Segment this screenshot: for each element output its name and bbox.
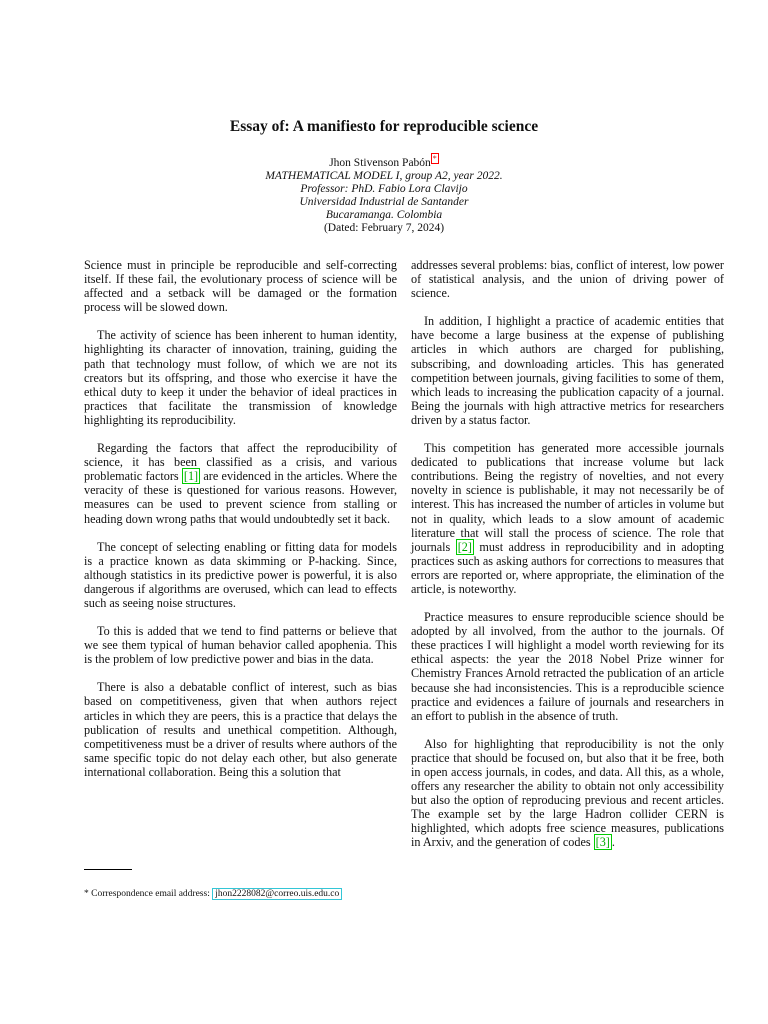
- paragraph-text: Also for highlighting that reproducibility is not the only practice that should be focused on, but also that it be free, both in open access journals, in codes, and data. All this, as a whole, offers any researcher the ability to obtain not only accessibility but also the option of reproducing previous and recent articles. The example set by the large Hadron collider CERN is highlighted, which adopts free science measures, publications in Arxiv, and the generation of codes: [411, 736, 724, 850]
- date-line: (Dated: February 7, 2024): [323, 221, 445, 234]
- left-column: [84, 258, 397, 793]
- paragraph: Science must in principle be reproducible and self-correcting itself. If these fail, the evolutionary process of science will be affected and a setback will be damaged or the formation process will be slowed down.: [84, 258, 397, 315]
- university-line: Universidad Industrial de Santander: [299, 195, 469, 208]
- paragraph-text: must address in reproducibility and in adopting practices such as asking authors for corrections to measures that errors are reported or, where appropriate, the elimination of the article, is noteworthy.: [411, 539, 724, 596]
- footnote-rule: [84, 869, 132, 870]
- paragraph: The concept of selecting enabling or fitting data for models is a practice known as data skimming or P-hacking. Since, although statistics in its predictive power is powerful, it is also dangerous if algorithms are overused, which can lead to effects such as seeing noise structures.: [84, 539, 397, 610]
- footnote-mark: *: [84, 889, 89, 899]
- paragraph-text: Regarding the factors that affect the reproducibility of science, it has been classified as a crisis, and various problematic factors: [84, 441, 397, 484]
- course-line: MATHEMATICAL MODEL I, group A2, year 2022.: [265, 169, 503, 182]
- paragraph: To this is added that we tend to find patterns or believe that we see them typical of human behavior called apophenia. This is the problem of low predictive power and bias in the data.: [84, 624, 397, 667]
- author-name: Jhon Stivenson Pabón: [329, 156, 431, 169]
- paragraph: There is also a debatable conflict of interest, such as bias based on competitiveness, given that when authors reject articles in which they are peers, this is a practice that delays the publication of results and unethical competition. Although, competitiveness must be a driver of results where authors of the same specific topic do not delay each other, but also generate international collaboration. Being this a solution that: [84, 680, 397, 779]
- footnote: [84, 889, 342, 900]
- paragraph: In addition, I highlight a practice of academic entities that have become a large business at the expense of publishing articles in which authors are charged for publishing, subscribing, and downloading articles. This has generated competition between journals, giving facilities to some of them, which leads to increasing the publication capacity of a journal. Being the journals with high attractive metrics for researchers driven by a status factor.: [411, 314, 724, 427]
- citation-link[interactable]: [2]: [457, 539, 472, 554]
- citation-link[interactable]: [1]: [183, 469, 199, 484]
- location-line: Bucaramanga. Colombia: [325, 208, 443, 221]
- email-link[interactable]: jhon2228082@correo.uis.edu.co: [212, 888, 342, 900]
- paragraph: [411, 441, 724, 596]
- footnote-label: Correspondence email address:: [91, 889, 210, 899]
- author-block: [0, 152, 768, 235]
- professor-line: Professor: PhD. Fabio Lora Clavijo: [300, 182, 468, 195]
- paragraph-text: This competition has generated more accessible journals dedicated to publications that increase volume but lack contributions. Being the registry of novelties, and not every novelty in science is publishable, it may not necessarily be of interest. This has increased the number of articles in volume but not in quality, which leads to a slow amount of academic literature that will stall the process of science. The role that journals: [411, 441, 724, 554]
- paragraph: [84, 441, 397, 526]
- right-column: [411, 258, 724, 864]
- footnote-link[interactable]: *: [432, 154, 437, 163]
- paper-title: Essay of: A manifiesto for reproducible science: [229, 118, 539, 135]
- paragraph-text: are evidenced in the articles. Where the veracity of these is questioned for various reasons. However, measures can be used to prevent science from stalling or heading down wrong paths that would undoubtedly set it back.: [84, 469, 397, 526]
- author-line: [0, 152, 768, 170]
- citation-link[interactable]: [3]: [595, 835, 610, 850]
- paragraph-text: .: [611, 835, 615, 850]
- paragraph: Practice measures to ensure reproducible science should be adopted by all involved, from the author to the journals. Of these practices I will highlight a model worth reviewing for its ethical aspects: the year the 2018 Nobel Prize winner for Chemistry Frances Arnold retracted the publication of an article because she had inconsistencies. This is a reproducible science practice and evidences a failure of journals and researchers in an effort to publish in the absence of truth.: [411, 610, 724, 723]
- paragraph: addresses several problems: bias, conflict of interest, low power of statistical analysis, and the union of driving power of science.: [411, 258, 724, 301]
- paragraph: The activity of science has been inherent to human identity, highlighting its character of innovation, training, guiding the path that technology must follow, of which we are not its creators but its offspring, and those who exercise it have the ethical duty to keep it under the behavior of ideal practices in practices that facilitate the transmission of knowledge highlighting its reproducibility.: [84, 328, 397, 427]
- paragraph: [411, 737, 724, 850]
